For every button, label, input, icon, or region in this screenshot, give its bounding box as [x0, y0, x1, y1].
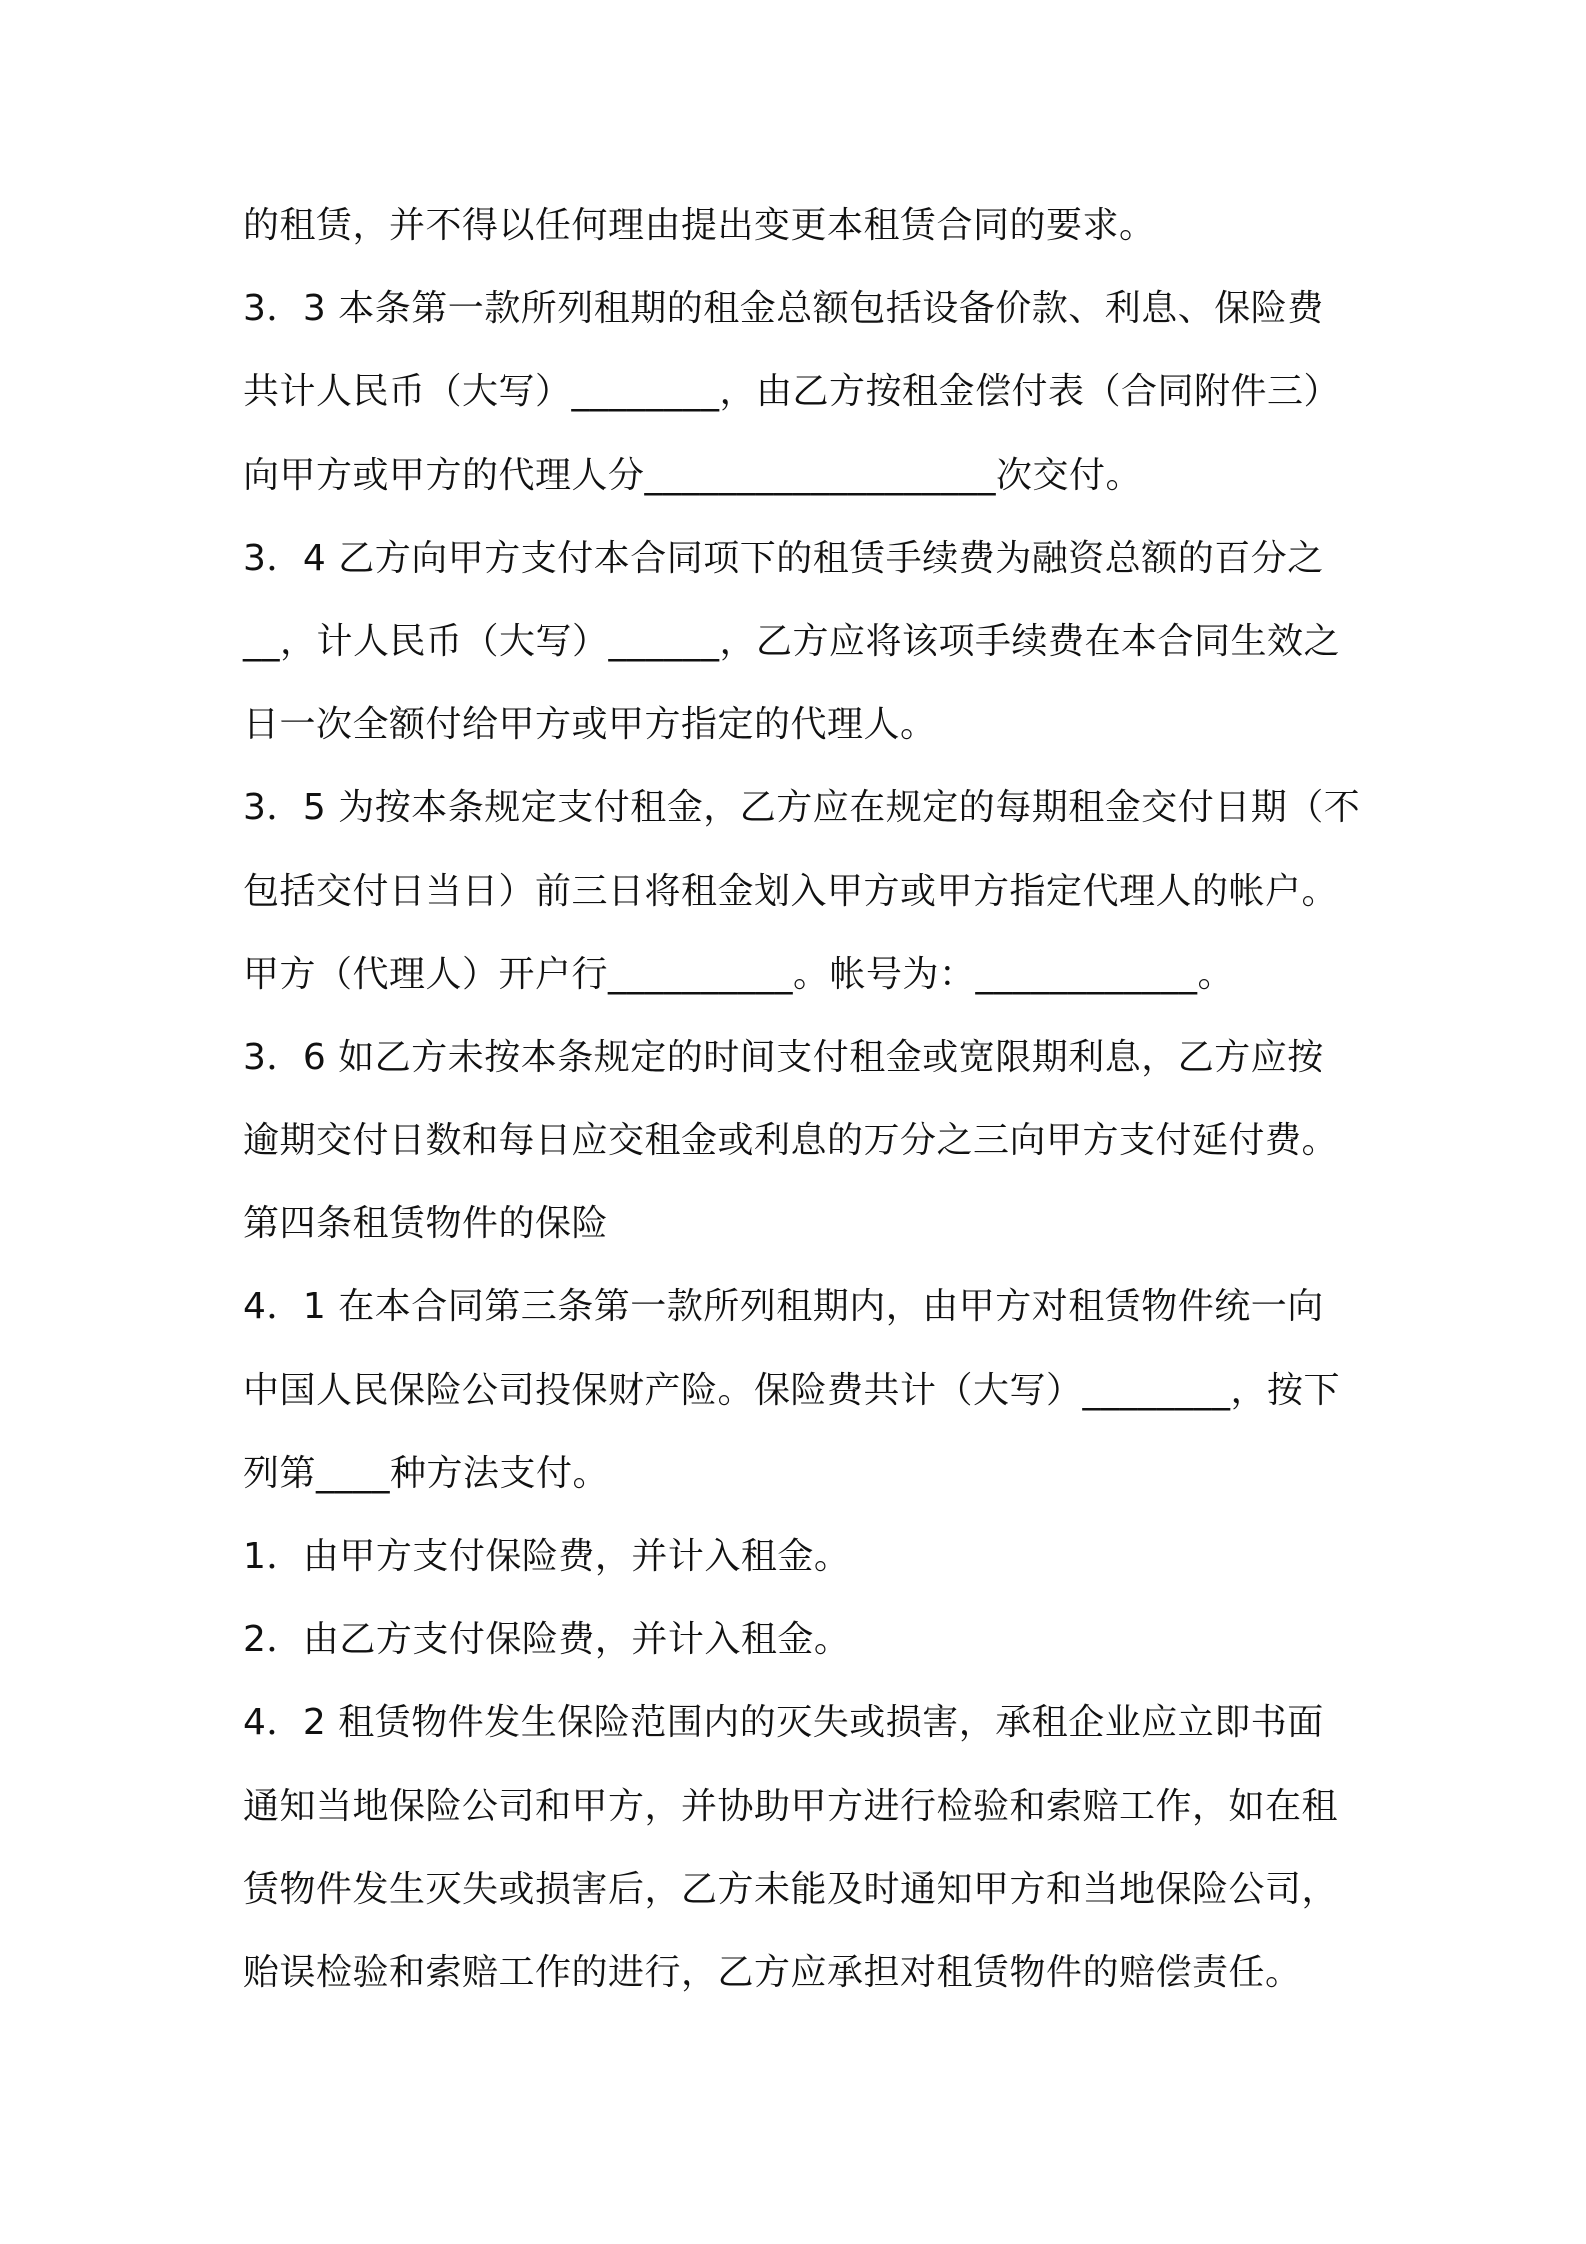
- text-line: 的租赁，并不得以任何理由提出变更本租赁合同的要求。: [243, 205, 1156, 246]
- text-line: 通知当地保险公司和甲方，并协助甲方进行检验和索赔工作，如在租: [243, 1785, 1339, 1827]
- text-line: 包括交付日当日）前三日将租金划入甲方或甲方指定代理人的帐户。: [243, 870, 1339, 912]
- text-line: 中国人民保险公司投保财产险。保险费共计（大写）________，按下: [243, 1369, 1341, 1411]
- text-line: 3．5 为按本条规定支付租金，乙方应在规定的每期租金交付日期（不: [243, 787, 1361, 829]
- text-line: 日一次全额付给甲方或甲方指定的代理人。: [243, 704, 937, 746]
- text-line: 向甲方或甲方的代理人分___________________次交付。: [243, 454, 1143, 496]
- text-line: 列第____种方法支付。: [243, 1452, 610, 1494]
- document-body: [243, 196, 1363, 2026]
- text-line: 贻误检验和索赔工作的进行，乙方应承担对租赁物件的赔偿责任。: [243, 1951, 1302, 1993]
- text-line: 3．6 如乙方未按本条规定的时间支付租金或宽限期利息，乙方应按: [243, 1036, 1324, 1078]
- list-item: 2．由乙方支付保险费，并计入租金。: [243, 1619, 851, 1661]
- text-line: 3．3 本条第一款所列租期的租金总额包括设备价款、利息、保险费: [243, 288, 1324, 330]
- text-line: 3．4 乙方向甲方支付本合同项下的租赁手续费为融资总额的百分之: [243, 537, 1324, 579]
- text-line: 逾期交付日数和每日应交租金或利息的万分之三向甲方支付延付费。: [243, 1120, 1339, 1162]
- text-line: 共计人民币（大写）________，由乙方按租金偿付表（合同附件三）: [243, 371, 1341, 413]
- section-heading: 第四条租赁物件的保险: [243, 1203, 609, 1245]
- text-line: 赁物件发生灭失或损害后，乙方未能及时通知甲方和当地保险公司，: [243, 1868, 1339, 1910]
- text-line: 4．2 租赁物件发生保险范围内的灭失或损害，承租企业应立即书面: [243, 1702, 1324, 1744]
- text-line: 4．1 在本合同第三条第一款所列租期内，由甲方对租赁物件统一向: [243, 1286, 1324, 1328]
- text-line: 甲方（代理人）开户行__________。帐号为：____________。: [243, 953, 1235, 995]
- text-line: __，计人民币（大写）______，乙方应将该项手续费在本合同生效之: [243, 620, 1341, 662]
- list-item: 1．由甲方支付保险费，并计入租金。: [243, 1536, 851, 1577]
